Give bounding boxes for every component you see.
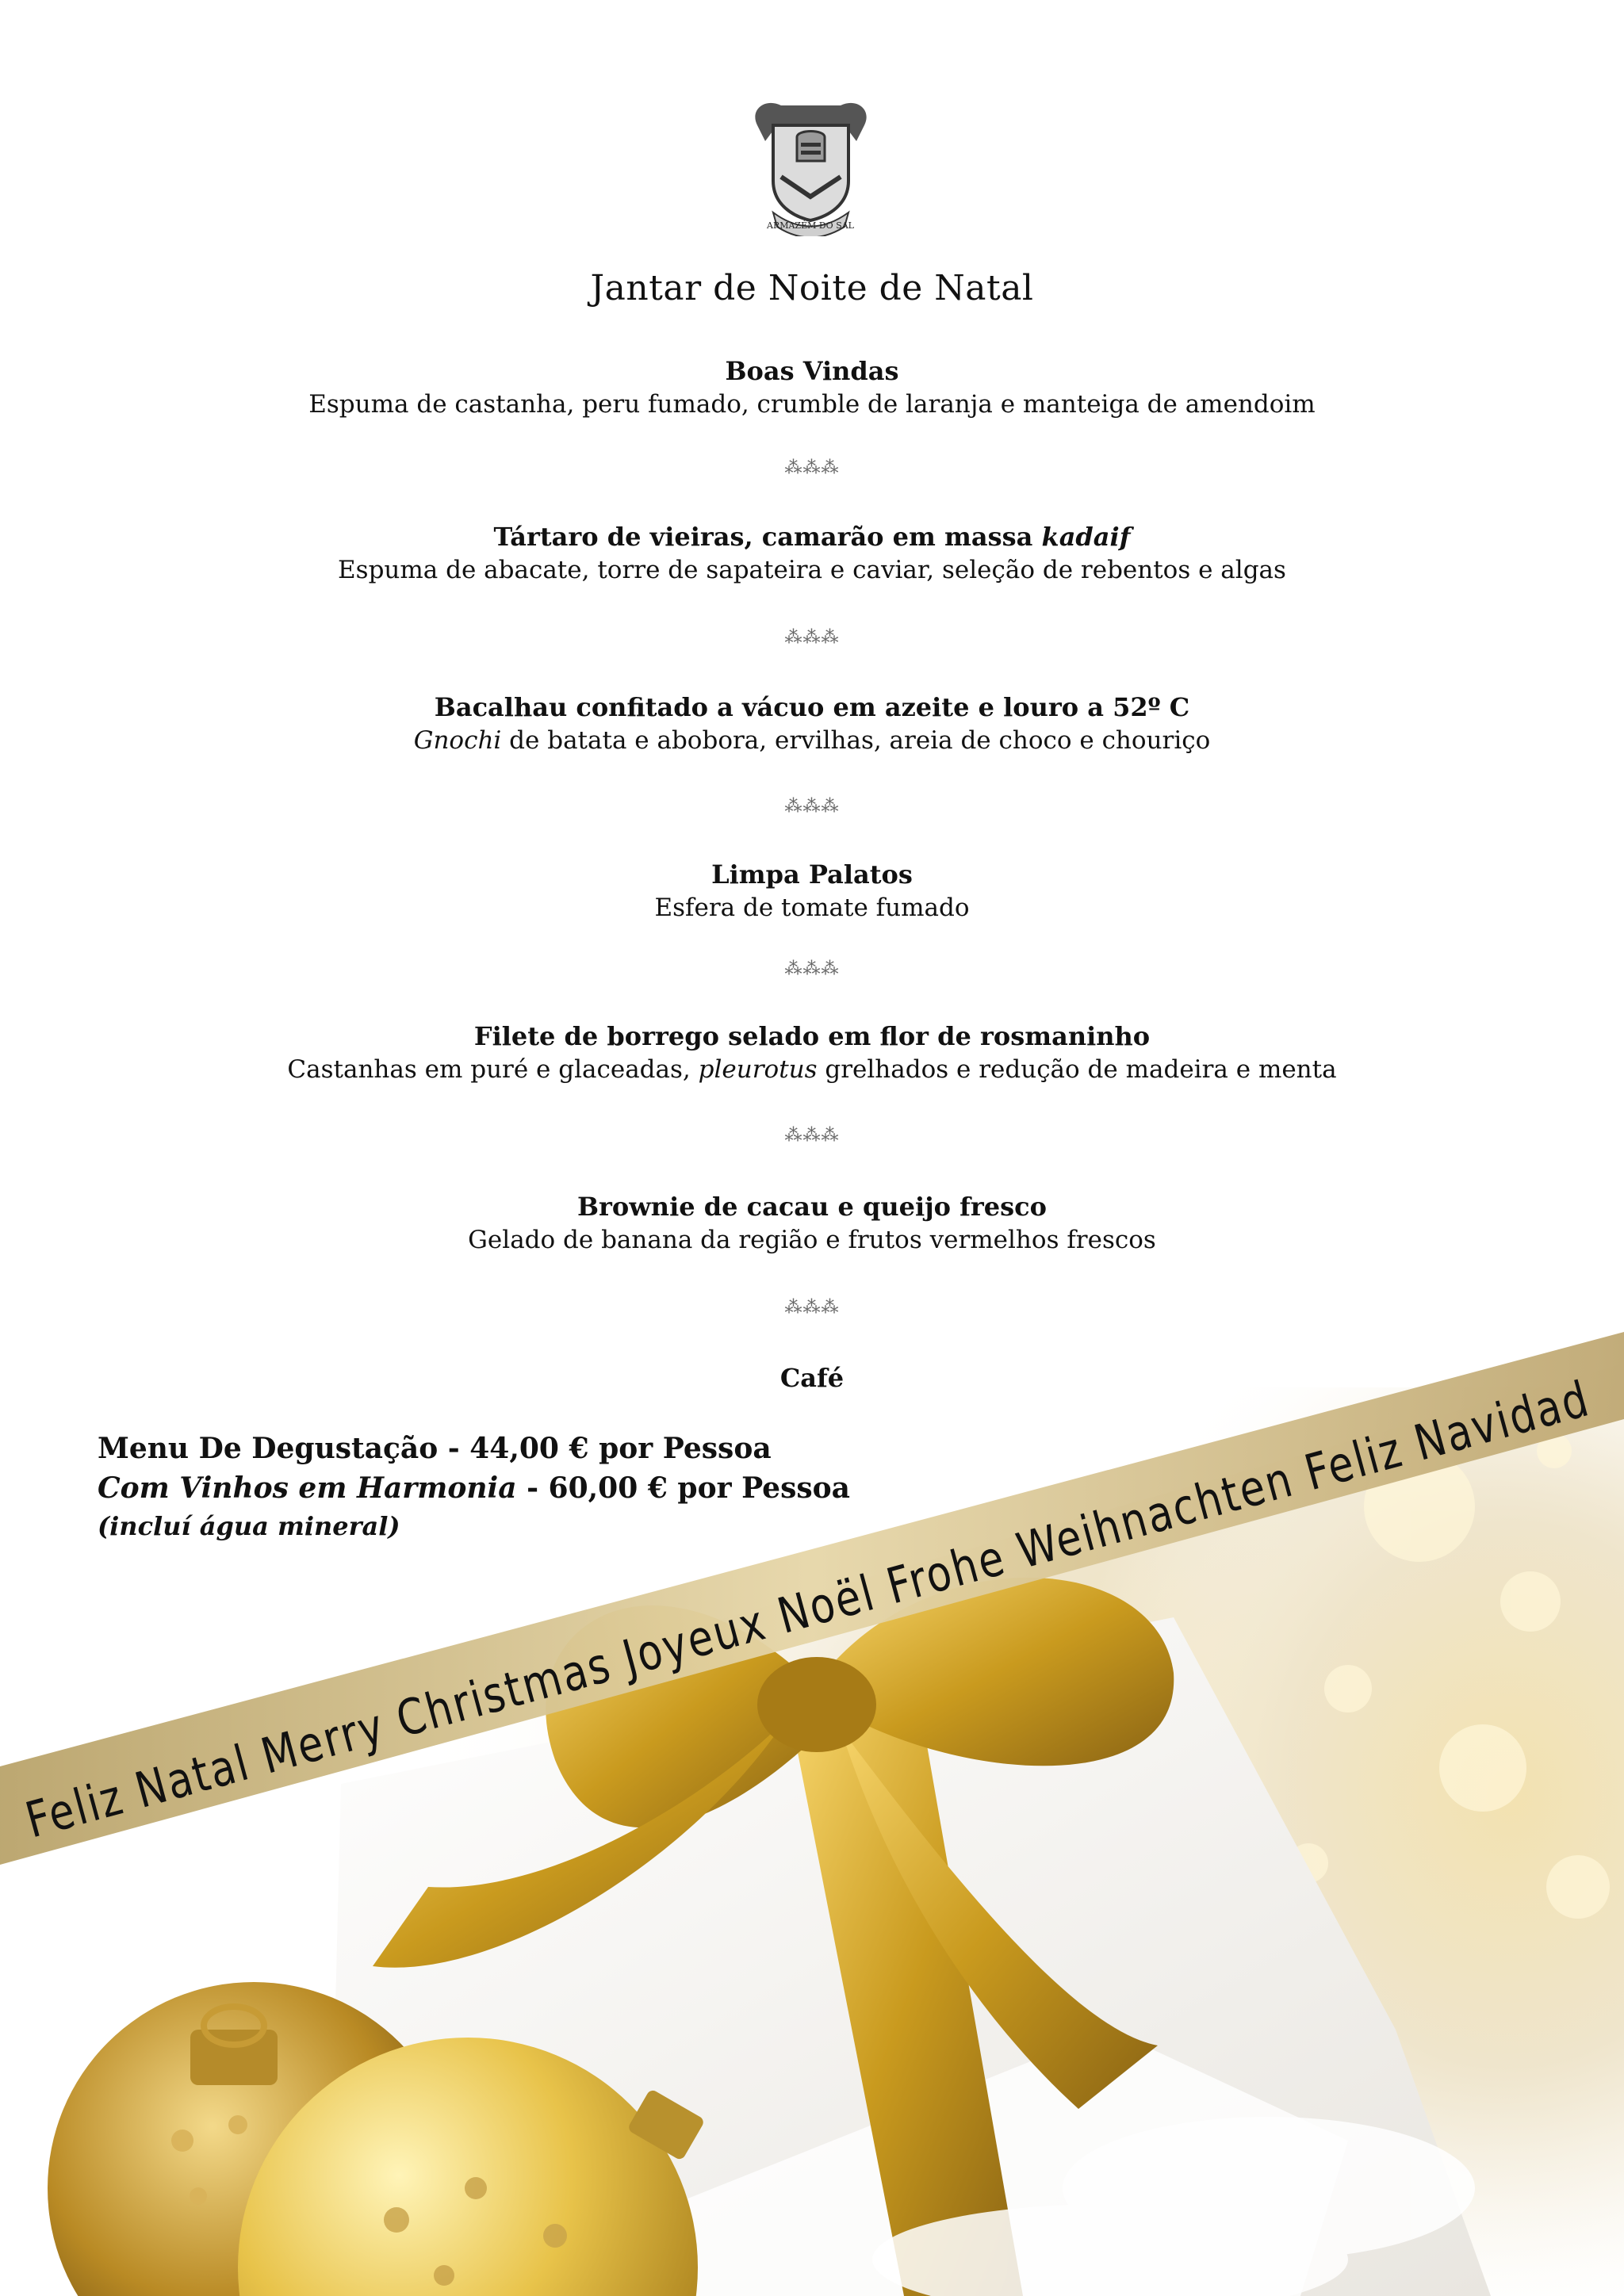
course-description: Gnochi de batata e abobora, ervilhas, areia de choco e chouriço bbox=[413, 726, 1211, 755]
course-description: Gelado de banana da região e frutos vermelhos frescos bbox=[468, 1226, 1156, 1254]
course-name: Bacalhau confitado a vácuo em azeite e louro a 52º C bbox=[434, 692, 1190, 722]
separator: ⁂⁂⁂ bbox=[784, 959, 840, 979]
separator: ⁂⁂⁂ bbox=[784, 1298, 840, 1318]
course-name: Brownie de cacau e queijo fresco bbox=[577, 1192, 1047, 1222]
course-name: Filete de borrego selado em flor de rosmaninho bbox=[473, 1021, 1151, 1051]
price-tasting-menu: Menu De Degustação - 44,00 € por Pessoa bbox=[98, 1432, 772, 1465]
course-name: Tártaro de vieiras, camarão em massa kadaif bbox=[493, 522, 1131, 552]
price-note: (incluí água mineral) bbox=[98, 1511, 400, 1541]
separator: ⁂⁂⁂ bbox=[784, 797, 840, 817]
course-description: Espuma de abacate, torre de sapateira e caviar, seleção de rebentos e algas bbox=[338, 556, 1286, 584]
menu-title: Jantar de Noite de Natal bbox=[590, 268, 1034, 308]
course-description: Castanhas em puré e glaceadas, pleurotus grelhados e redução de madeira e menta bbox=[287, 1055, 1337, 1084]
separator: ⁂⁂⁂ bbox=[784, 1126, 840, 1146]
course-name: Limpa Palatos bbox=[711, 859, 913, 890]
course-description: Espuma de castanha, peru fumado, crumble de laranja e manteiga de amendoim bbox=[308, 390, 1316, 419]
price-wine-pairing: Com Vinhos em Harmonia - 60,00 € por Pessoa bbox=[98, 1471, 850, 1505]
course-name: Café bbox=[779, 1363, 845, 1393]
separator: ⁂⁂⁂ bbox=[784, 458, 840, 478]
separator: ⁂⁂⁂ bbox=[784, 628, 840, 648]
logo-caption: ARMAZÉM DO SAL bbox=[767, 220, 854, 231]
course-description: Esfera de tomate fumado bbox=[654, 894, 970, 922]
course-name: Boas Vindas bbox=[725, 356, 899, 386]
